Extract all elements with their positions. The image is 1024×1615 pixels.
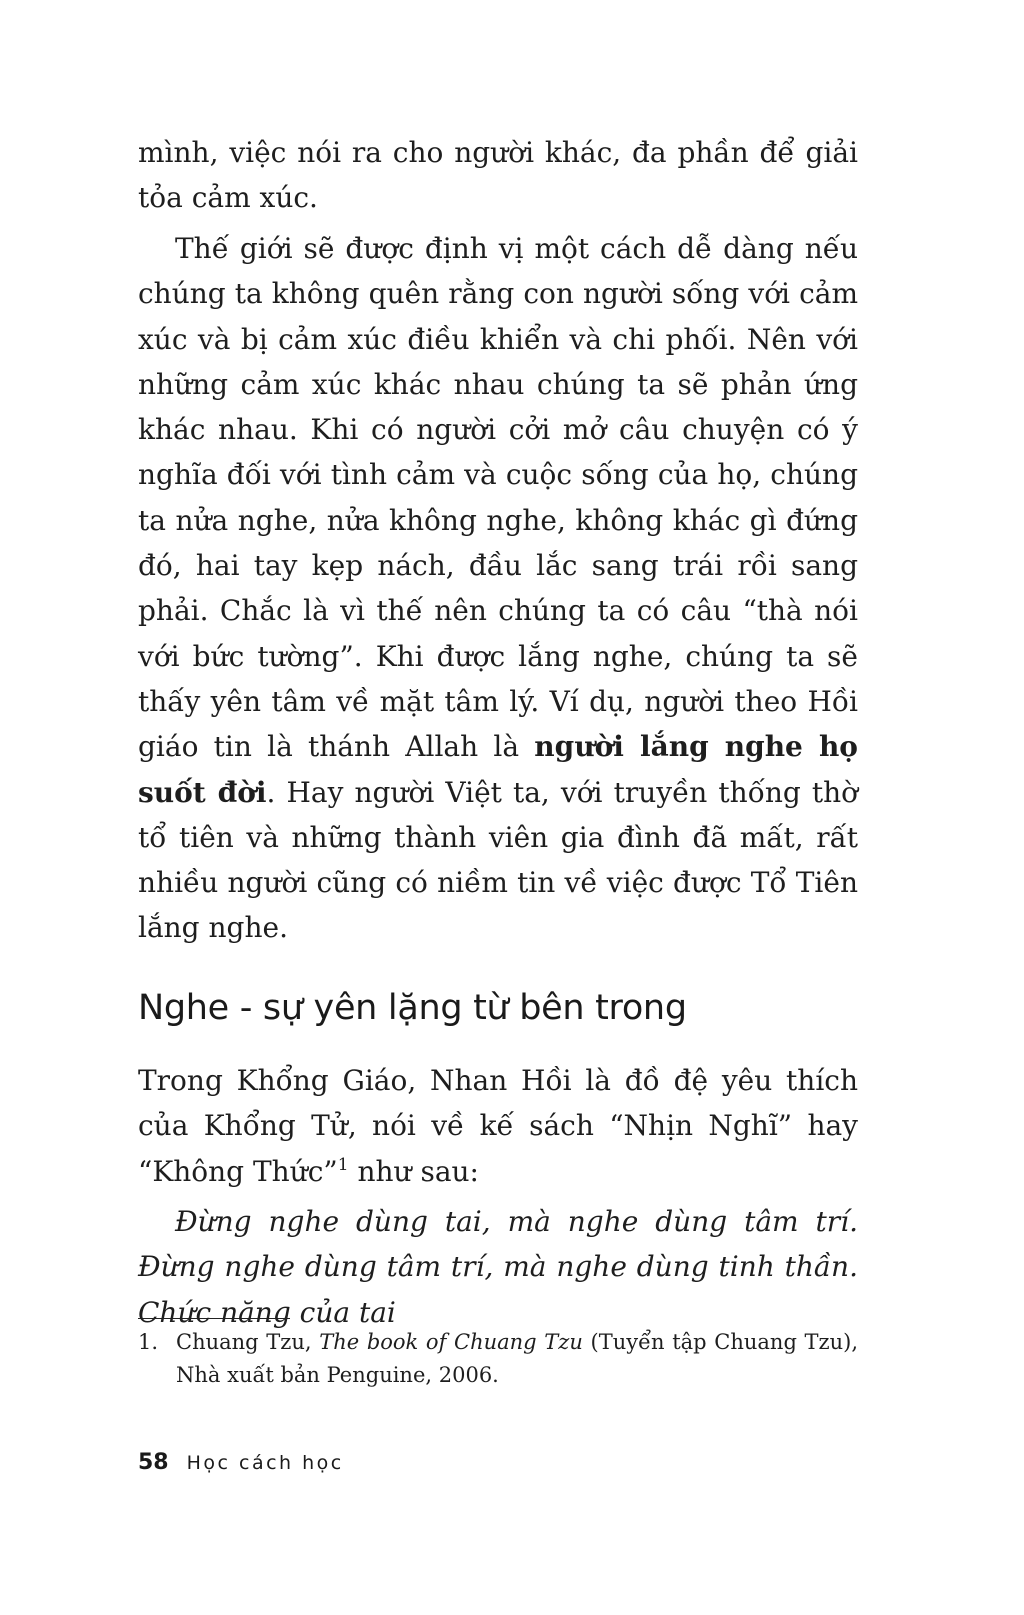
paragraph-confucianism — [138, 1058, 858, 1194]
section-heading: Nghe - sự yên lặng từ bên trong — [138, 988, 687, 1028]
paragraph-emotions — [138, 226, 858, 951]
running-title: Học cách học — [186, 1452, 344, 1474]
paragraph-text: mình, việc nói ra cho người khác, đa phần để giải tỏa cảm xúc. — [138, 136, 858, 215]
footnote-text-part: Chuang Tzu, — [176, 1330, 320, 1354]
footnote-book-title: The book of Chuang Tzu — [319, 1330, 583, 1354]
quote-text: Đừng nghe dùng tai, mà nghe dùng tâm trí. Đừng nghe dùng tâm trí, mà nghe dùng tinh thần. Chức năng của tai — [138, 1205, 858, 1329]
footnote-text-part: (Tuyển tập Chuang Tzu), Nhà xuất bản Penguine, 2006. — [176, 1330, 859, 1387]
footnote-divider — [138, 1318, 290, 1319]
paragraph-text-part: . Hay người Việt ta, với truyền thống thờ tổ tiên và những thành viên gia đình đã mất, rất nhiều người cũng có niềm tin về việc được Tổ Tiên lắng nghe. — [138, 775, 858, 945]
paragraph-text-part: Trong Khổng Giáo, Nhan Hồi là đồ đệ yêu thích của Khổng Tử, nói về kế sách “Nhịn Nghĩ” hay “Không Thức” — [138, 1064, 858, 1188]
paragraph-continuation — [138, 130, 858, 221]
footnote-number: 1. — [138, 1330, 159, 1354]
footnote — [138, 1326, 858, 1392]
paragraph-text — [138, 226, 858, 951]
footnote-text — [138, 1326, 858, 1392]
bold-phrase: người lắng nghe họ suốt đời — [138, 730, 858, 809]
paragraph-text-part: Thế giới sẽ được định vị một cách dễ dàng nếu chúng ta không quên rằng con người sống với cảm xúc và bị cảm xúc điều khiển và chi phối. Nên với những cảm xúc khác nhau chúng ta sẽ phản ứng khác nhau. Khi có người cởi mở câu chuyện có ý nghĩa đối với tình cảm và cuộc sống của họ, chúng ta nửa nghe, nửa không nghe, không khác gì đứng đó, hai tay kẹp nách, đầu lắc sang trái rồi sang phải. Chắc là vì thế nên chúng ta có câu “thà nói với bức tường”. Khi được lắng nghe, chúng ta sẽ thấy yên tâm về mặt tâm lý. Ví dụ, người theo Hồi giáo tin là thánh Allah là — [138, 232, 858, 764]
page-number: 58 — [138, 1450, 169, 1475]
paragraph-text-part: như sau: — [348, 1154, 479, 1188]
paragraph-text — [138, 1058, 858, 1194]
paragraph-quote — [138, 1199, 858, 1335]
page-footer — [138, 1450, 344, 1486]
footnote-reference[interactable]: 1 — [337, 1154, 349, 1175]
